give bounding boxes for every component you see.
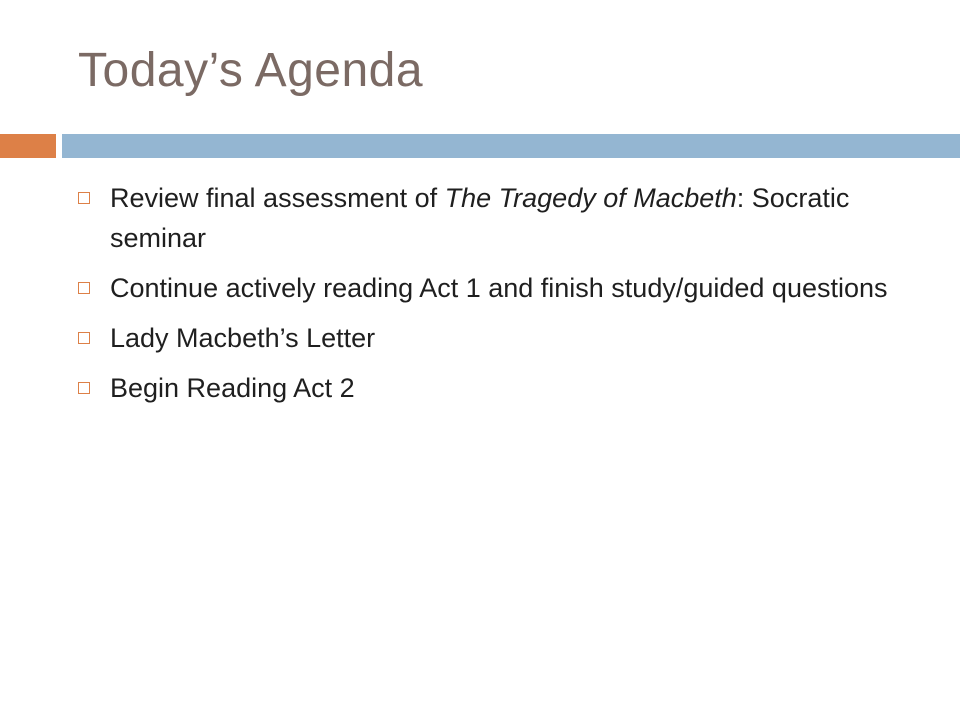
agenda-item-text: Begin Reading Act 2: [110, 373, 355, 403]
slide-title: Today’s Agenda: [78, 44, 424, 97]
agenda-item-lady-macbeth-letter: [76, 318, 916, 358]
hollow-square-bullet-icon: [78, 382, 90, 394]
agenda-list: [76, 178, 916, 418]
agenda-item-review-assessment: [76, 178, 916, 258]
agenda-item-text: Lady Macbeth’s Letter: [110, 323, 376, 353]
agenda-item-begin-act-2: [76, 368, 916, 408]
agenda-item-continue-reading: [76, 268, 916, 308]
title-divider-bar: [62, 134, 960, 158]
agenda-item-lead: Review final assessment of: [110, 183, 445, 213]
hollow-square-bullet-icon: [78, 192, 90, 204]
play-title: The Tragedy of Macbeth: [444, 183, 737, 213]
agenda-item-text: [110, 183, 849, 253]
agenda-item-rest: : Socratic seminar: [110, 183, 850, 253]
title-accent-bar: [0, 134, 56, 158]
hollow-square-bullet-icon: [78, 332, 90, 344]
hollow-square-bullet-icon: [78, 282, 90, 294]
agenda-item-text: Continue actively reading Act 1 and finish study/guided questions: [110, 273, 888, 303]
